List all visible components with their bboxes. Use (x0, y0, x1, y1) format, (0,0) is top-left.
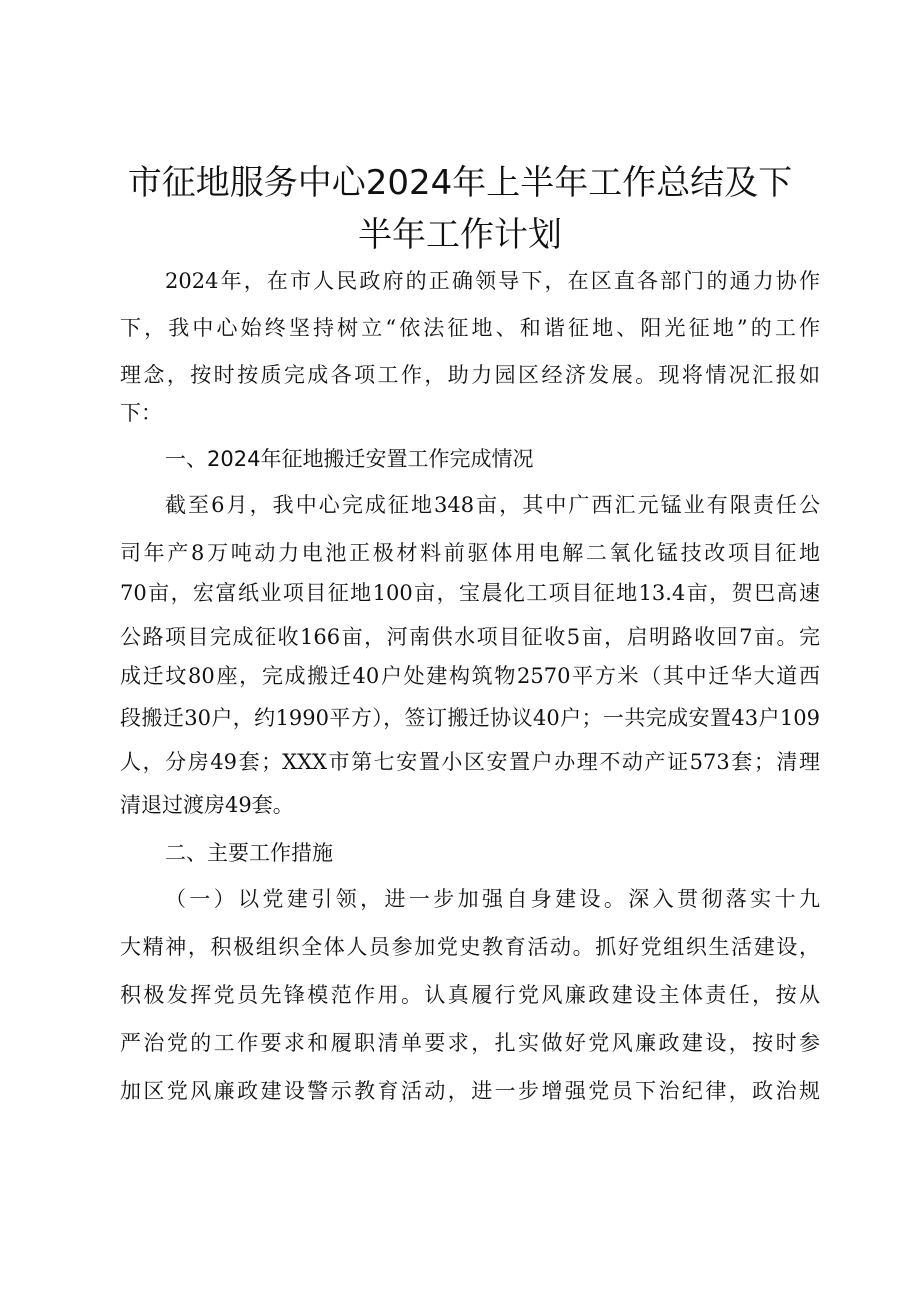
section1-line: 段搬迁30户，约1990平方），签订搬迁协议40户；一共完成安置43户109 (120, 706, 820, 730)
section1-line: 清退过渡房49套。 (120, 793, 294, 817)
section1-line: 截至6月，我中心完成征地348亩，其中广西汇元锰业有限责任公 (165, 493, 820, 517)
intro-line: 理念，按时按质完成各项工作，助力园区经济发展。现将情况汇报如 (120, 363, 820, 387)
document-title-line-2: 半年工作计划 (358, 215, 562, 255)
section-heading-2: 二、主要工作措施 (165, 841, 333, 865)
section1-line: 70亩，宏富纸业项目征地100亩，宝晨化工项目征地13.4亩，贺巴高速 (120, 581, 820, 605)
section1-line: 司年产8万吨动力电池正极材料前驱体用电解二氧化锰技改项目征地 (120, 541, 820, 565)
section1-line: 公路项目完成征收166亩，河南供水项目征收5亩，启明路收回7亩。完 (120, 625, 820, 649)
section-heading-1: 一、2024年征地搬迁安置工作完成情况 (165, 447, 534, 471)
intro-line: 下，我中心始终坚持树立“依法征地、和谐征地、阳光征地”的工作 (120, 316, 820, 340)
intro-line: 下： (120, 401, 162, 425)
section2-line: 严治党的工作要求和履职清单要求，扎实做好党风廉政建设，按时参 (120, 1031, 820, 1055)
section2-line: 大精神，积极组织全体人员参加党史教育活动。抓好党组织生活建设， (120, 935, 820, 959)
document-title-line-1: 市征地服务中心2024年上半年工作总结及下 (127, 163, 793, 203)
section2-line: （一）以党建引领，进一步加强自身建设。深入贯彻落实十九 (165, 887, 820, 911)
section1-line: 成迁坟80座，完成搬迁40户处建构筑物2570平方米（其中迁华大道西 (120, 664, 820, 688)
section2-line: 加区党风廉政建设警示教育活动，进一步增强党员下治纪律，政治规 (120, 1079, 820, 1103)
intro-line: 2024年，在市人民政府的正确领导下，在区直各部门的通力协作 (165, 269, 820, 293)
section1-line: 人，分房49套；XXX市第七安置小区安置户办理不动产证573套；清理 (120, 750, 820, 774)
section2-line: 积极发挥党员先锋模范作用。认真履行党风廉政建设主体责任，按从 (120, 983, 820, 1007)
